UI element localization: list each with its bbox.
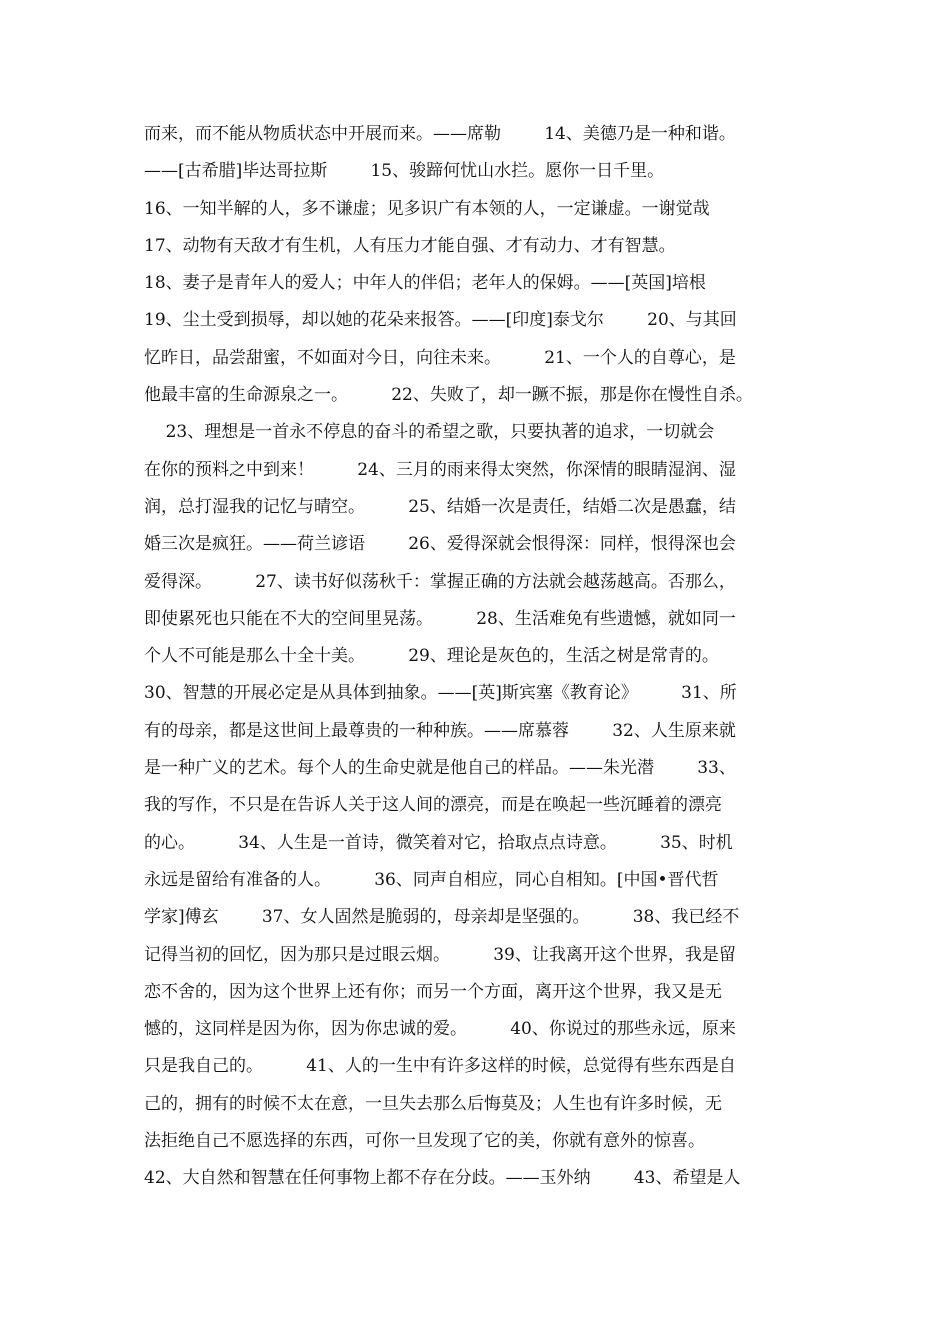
text-line: 42、大自然和智慧在任何事物上都不存在分歧。——玉外纳 43、希望是人 bbox=[144, 1168, 741, 1189]
text-line: 是一种广义的艺术。每个人的生命史就是他自己的样品。——朱光潜 33、 bbox=[144, 758, 736, 779]
text-line: 己的，拥有的时候不太在意，一旦失去那么后悔莫及；人生也有许多时候，无 bbox=[144, 1093, 722, 1114]
text-line: 我的写作，不只是在告诉人关于这人间的漂亮，而是在唤起一些沉睡着的漂亮 bbox=[144, 795, 722, 816]
text-line: 有的母亲，都是这世间上最尊贵的一种种族。——席慕蓉 32、人生原来就 bbox=[144, 720, 736, 741]
text-line: 法拒绝自己不愿选择的东西，可你一旦发现了它的美，你就有意外的惊喜。 bbox=[144, 1131, 705, 1152]
text-line: 永远是留给有准备的人。 36、同声自相应，同心自相知。[中国•晋代哲 bbox=[144, 869, 719, 890]
text-line: ——[古希腊]毕达哥拉斯 15、骏蹄何忧山水拦。愿你一日千里。 bbox=[144, 161, 665, 182]
text-line: 恋不舍的，因为这个世界上还有你；而另一个方面，离开这个世界，我又是无 bbox=[144, 981, 722, 1002]
text-line: 30、智慧的开展必定是从具体到抽象。——[英]斯宾塞《教育论》 31、所 bbox=[144, 683, 737, 704]
text-line: 17、动物有天敌才有生机，人有压力才能自强、才有动力、才有智慧。 bbox=[144, 235, 676, 256]
text-line: 憾的，这同样是因为你，因为你忠诚的爱。 40、你说过的那些永远，原来 bbox=[144, 1019, 736, 1040]
text-line: 记得当初的回忆，因为那只是过眼云烟。 39、让我离开这个世界，我是留 bbox=[144, 944, 736, 965]
text-line: 19、尘土受到损辱，却以她的花朵来报答。——[印度]泰戈尔 20、与其回 bbox=[144, 310, 737, 331]
text-line: 学家]傅玄 37、女人固然是脆弱的，母亲却是坚强的。 38、我已经不 bbox=[144, 907, 740, 928]
text-line: 的心。 34、人生是一首诗，微笑着对它，拾取点点诗意。 35、时机 bbox=[144, 832, 733, 853]
text-line: 在你的预料之中到来！ 24、三月的雨来得太突然，你深情的眼睛湿润、湿 bbox=[144, 459, 736, 480]
text-line: 爱得深。 27、读书好似荡秋千：掌握正确的方法就会越荡越高。否那么， bbox=[144, 571, 736, 592]
text-line: 他最丰富的生命源泉之一。 22、失败了，却一蹶不振，那是你在慢性自杀。 bbox=[144, 385, 753, 406]
text-line: 16、一知半解的人，多不谦虚；见多识广有本领的人，一定谦虚。一谢觉哉 bbox=[144, 198, 710, 219]
text-line: 忆昨日，品尝甜蜜，不如面对今日，向往未来。 21、一个人的自尊心，是 bbox=[144, 347, 736, 368]
text-line: 23、理想是一首永不停息的奋斗的希望之歌，只要执著的追求，一切就会 bbox=[144, 422, 715, 443]
document-body bbox=[144, 116, 824, 1198]
text-line: 只是我自己的。 41、人的一生中有许多这样的时候，总觉得有些东西是自 bbox=[144, 1056, 736, 1077]
text-line: 即使累死也只能在不大的空间里晃荡。 28、生活难免有些遗憾，就如同一 bbox=[144, 608, 736, 629]
text-line: 个人不可能是那么十全十美。 29、理论是灰色的，生活之树是常青的。 bbox=[144, 646, 719, 667]
text-line: 婚三次是疯狂。——荷兰谚语 26、爱得深就会恨得深：同样，恨得深也会 bbox=[144, 534, 736, 555]
text-line: 18、妻子是青年人的爱人；中年人的伴侣；老年人的保姆。——[英国]培根 bbox=[144, 273, 706, 294]
text-line: 润，总打湿我的记忆与晴空。 25、结婚一次是责任，结婚二次是愚蠢，结 bbox=[144, 496, 736, 517]
text-line: 而来，而不能从物质状态中开展而来。——席勒 14、美德乃是一种和谐。 bbox=[144, 124, 736, 144]
